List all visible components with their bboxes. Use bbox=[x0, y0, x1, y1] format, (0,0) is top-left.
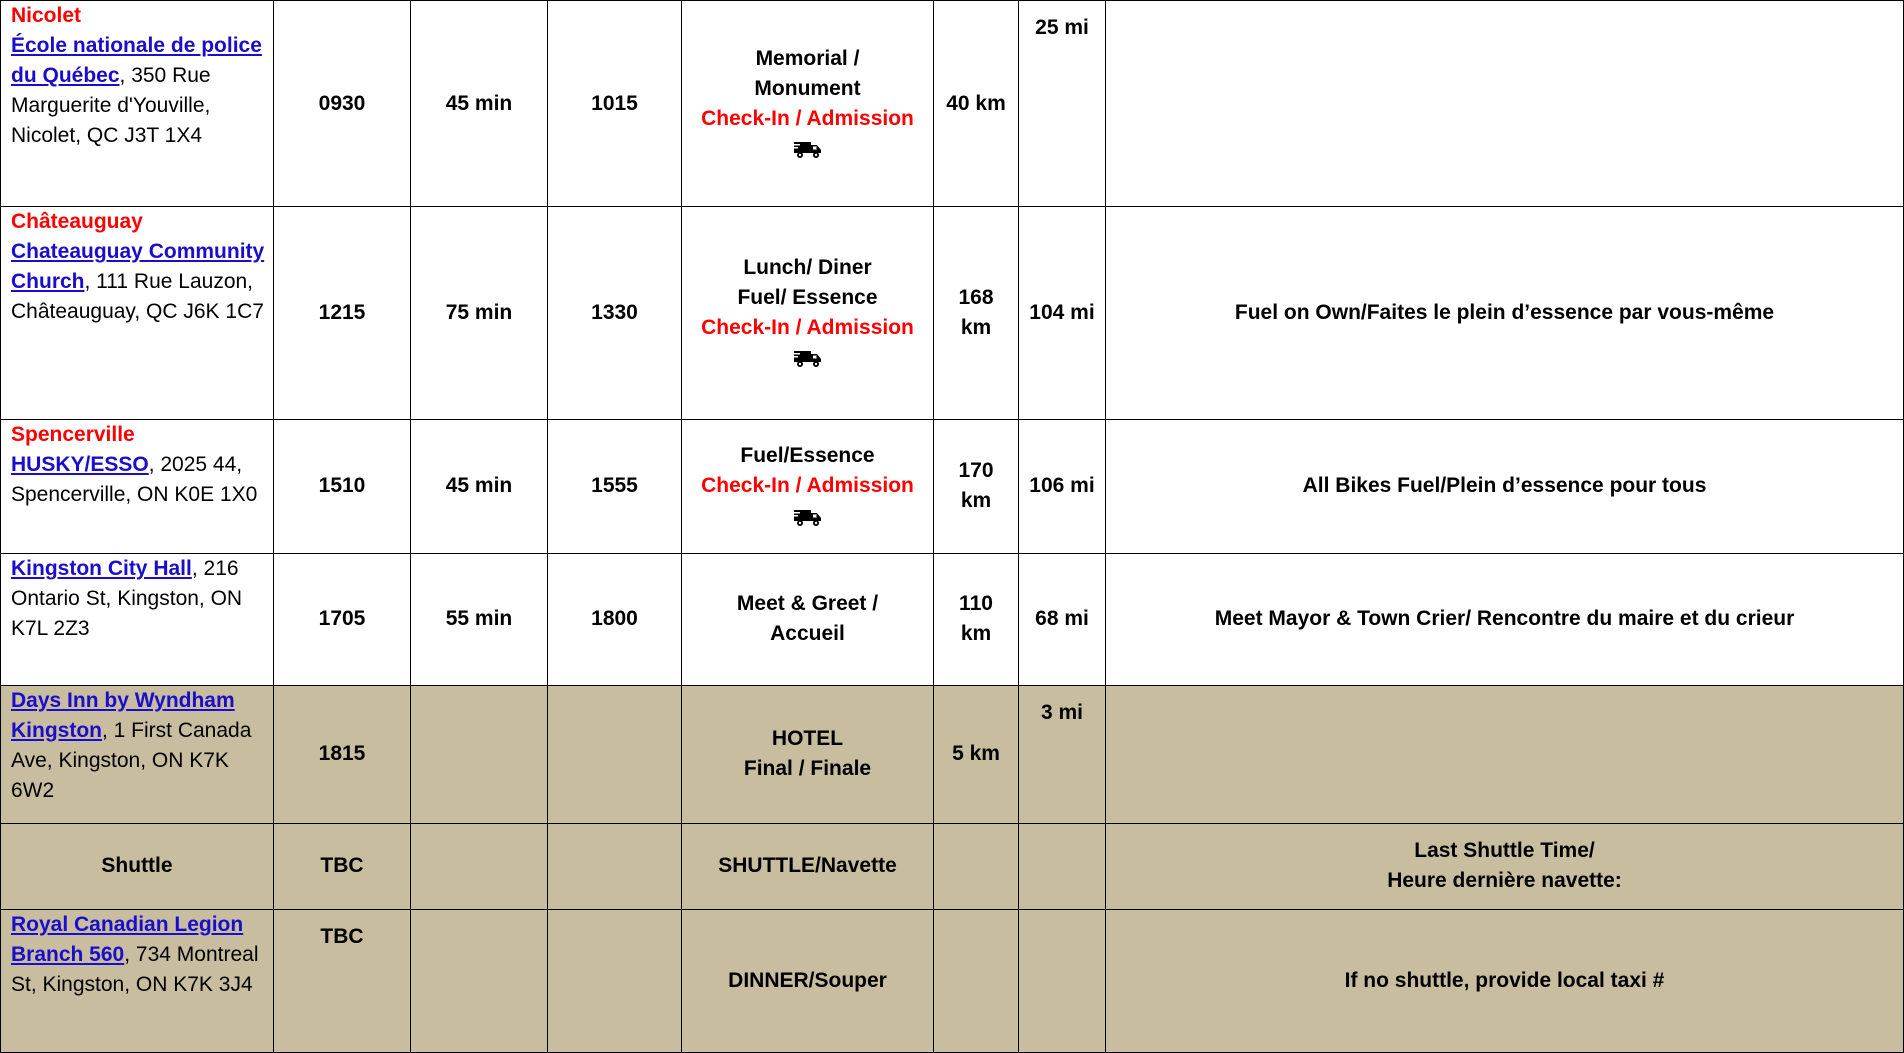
location-cell bbox=[1, 685, 274, 824]
distance-km: 110 km bbox=[934, 553, 1019, 685]
notes-cell: Meet Mayor & Town Crier/ Rencontre du maire et du crieur bbox=[1106, 553, 1904, 685]
activity-line: Fuel/Essence bbox=[740, 444, 875, 468]
city-name: Nicolet bbox=[11, 4, 82, 27]
depart-time: TBC bbox=[274, 824, 411, 910]
truck-icon bbox=[793, 138, 823, 160]
arrive-time bbox=[548, 685, 682, 824]
venue-link[interactable]: École nationale de police du Québec bbox=[11, 34, 262, 87]
activity-cell: SHUTTLE/Navette bbox=[682, 824, 934, 910]
notes-cell: Fuel on Own/Faites le plein d’essence par vous-même bbox=[1106, 207, 1904, 420]
distance-mi bbox=[1019, 824, 1106, 910]
activity-line: Memorial / bbox=[755, 46, 860, 70]
depart-time: 0930 bbox=[274, 1, 411, 207]
notes-line: Heure dernière navette: bbox=[1387, 869, 1622, 893]
stop-duration: 55 min bbox=[411, 553, 548, 685]
venue-link[interactable]: Chateauguay Community Church bbox=[11, 240, 265, 294]
distance-km: 40 km bbox=[934, 1, 1019, 207]
table-row bbox=[1, 1, 1904, 207]
truck-icon bbox=[793, 506, 823, 528]
venue-link[interactable]: Kingston City Hall bbox=[11, 556, 192, 580]
activity-cell: DINNER/Souper bbox=[682, 909, 934, 1052]
activity-cell bbox=[682, 685, 934, 824]
notes-cell bbox=[1106, 1, 1904, 207]
distance-km: 168 km bbox=[934, 207, 1019, 420]
depart-time: 1215 bbox=[274, 207, 411, 420]
truck-icon bbox=[793, 347, 823, 369]
notes-cell: All Bikes Fuel/Plein d’essence pour tous bbox=[1106, 419, 1904, 553]
notes-line: Last Shuttle Time/ bbox=[1414, 839, 1595, 863]
stop-duration: 45 min bbox=[411, 1, 548, 207]
distance-mi: 106 mi bbox=[1019, 419, 1106, 553]
notes-cell bbox=[1106, 685, 1904, 824]
distance-km: 5 km bbox=[934, 685, 1019, 824]
stop-duration: 75 min bbox=[411, 207, 548, 420]
activity-cell bbox=[682, 207, 934, 420]
checkin-label: Check-In / Admission bbox=[701, 474, 914, 498]
activity-line: Fuel/ Essence bbox=[737, 286, 878, 309]
arrive-time: 1800 bbox=[548, 553, 682, 685]
shuttle-row bbox=[1, 824, 1904, 910]
location-cell bbox=[1, 1, 274, 207]
depart-time: TBC bbox=[274, 909, 411, 1052]
venue-address: , 734 Montreal St, Kingston, ON K7K 3J4 bbox=[11, 942, 259, 996]
distance-mi: 104 mi bbox=[1019, 207, 1106, 420]
venue-address: , 1 First Canada Ave, Kingston, ON K7K 6W2 bbox=[11, 718, 252, 802]
distance-km bbox=[934, 824, 1019, 910]
depart-time: 1705 bbox=[274, 553, 411, 685]
venue-link[interactable]: Royal Canadian Legion Branch 560 bbox=[11, 912, 244, 966]
table-row bbox=[1, 207, 1904, 420]
venue-address: , 350 Rue Marguerite d'Youville, Nicolet, QC J3T 1X4 bbox=[11, 64, 211, 147]
checkin-label: Check-In / Admission bbox=[701, 316, 914, 339]
arrive-time bbox=[548, 824, 682, 910]
depart-time: 1815 bbox=[274, 685, 411, 824]
venue-address: , 111 Rue Lauzon, Châteauguay, QC J6K 1C7 bbox=[11, 270, 264, 324]
venue-link[interactable]: HUSKY/ESSO bbox=[11, 452, 149, 476]
stop-duration bbox=[411, 824, 548, 910]
checkin-label: Check-In / Admission bbox=[701, 106, 914, 130]
activity-line: Final / Finale bbox=[743, 757, 872, 781]
arrive-time: 1330 bbox=[548, 207, 682, 420]
activity-line: Monument bbox=[754, 76, 861, 100]
stop-duration bbox=[411, 909, 548, 1052]
arrive-time: 1555 bbox=[548, 419, 682, 553]
depart-time: 1510 bbox=[274, 419, 411, 553]
shuttle-label: Shuttle bbox=[1, 824, 274, 910]
activity-cell bbox=[682, 553, 934, 685]
venue-address: , 2025 44, Spencerville, ON K0E 1X0 bbox=[11, 452, 258, 506]
activity-line: Meet & Greet / bbox=[736, 592, 879, 616]
stop-duration bbox=[411, 685, 548, 824]
notes-cell bbox=[1106, 824, 1904, 910]
activity-cell bbox=[682, 1, 934, 207]
distance-mi bbox=[1019, 909, 1106, 1052]
activity-line: Accueil bbox=[770, 622, 845, 646]
arrive-time bbox=[548, 909, 682, 1052]
distance-mi: 68 mi bbox=[1019, 553, 1106, 685]
notes-cell: If no shuttle, provide local taxi # bbox=[1106, 909, 1904, 1052]
location-cell bbox=[1, 419, 274, 553]
distance-km bbox=[934, 909, 1019, 1052]
dinner-row bbox=[1, 909, 1904, 1052]
distance-mi: 25 mi bbox=[1019, 1, 1106, 207]
location-cell bbox=[1, 909, 274, 1052]
activity-cell bbox=[682, 419, 934, 553]
distance-mi: 3 mi bbox=[1019, 685, 1106, 824]
venue-address: , 216 Ontario St, Kingston, ON K7L 2Z3 bbox=[11, 556, 243, 640]
city-name: Châteauguay bbox=[11, 210, 143, 234]
location-cell bbox=[1, 207, 274, 420]
activity-line: Lunch/ Diner bbox=[743, 256, 872, 279]
stop-duration: 45 min bbox=[411, 419, 548, 553]
table-row bbox=[1, 419, 1904, 553]
distance-km: 170 km bbox=[934, 419, 1019, 553]
city-name: Spencerville bbox=[11, 422, 135, 446]
hotel-row bbox=[1, 685, 1904, 824]
table-row bbox=[1, 553, 1904, 685]
arrive-time: 1015 bbox=[548, 1, 682, 207]
location-cell bbox=[1, 553, 274, 685]
activity-line: HOTEL bbox=[771, 727, 844, 751]
venue-link[interactable]: Days Inn by Wyndham Kingston bbox=[11, 688, 235, 742]
